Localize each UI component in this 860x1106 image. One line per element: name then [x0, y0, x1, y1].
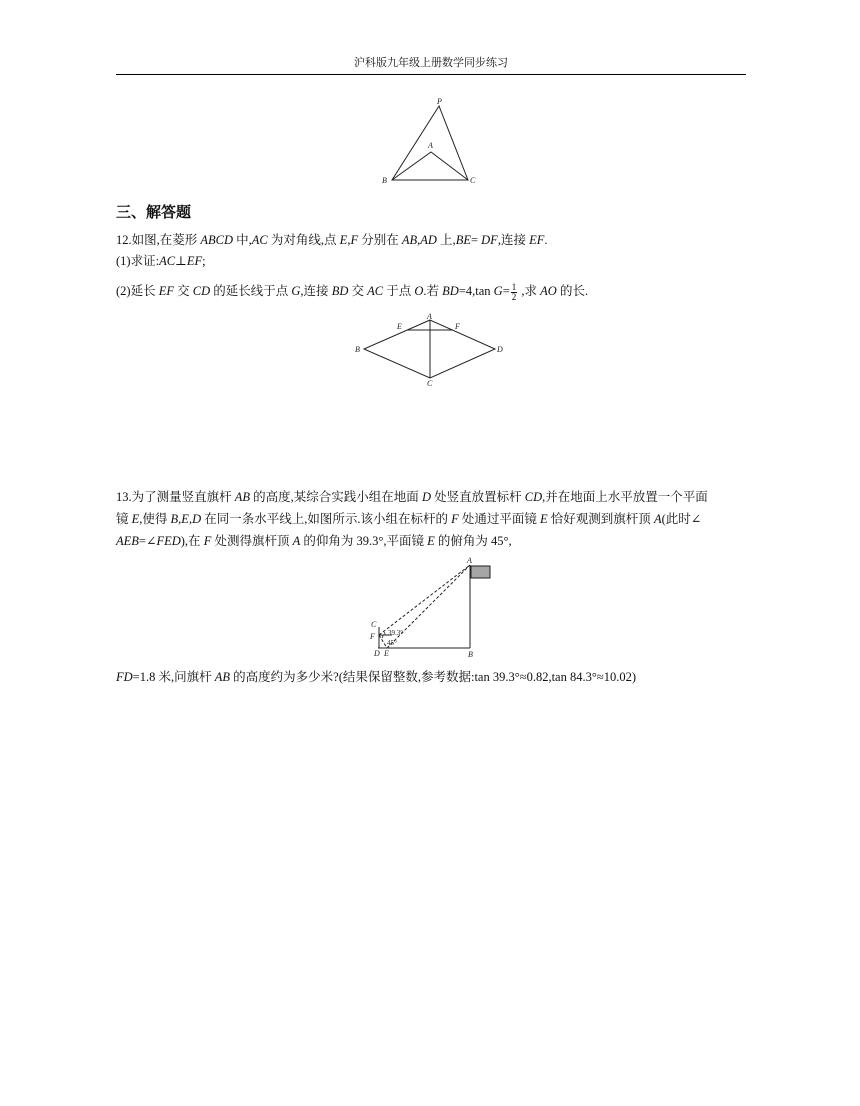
- inner-angle: [392, 152, 468, 180]
- q12-part2-text: ,求: [518, 284, 541, 298]
- q12-stem: [116, 229, 548, 251]
- q13-text: 的俯角为 45°,: [434, 534, 512, 548]
- figure-flagpole-svg: [360, 555, 500, 660]
- q12-part2-text: =: [502, 284, 510, 298]
- q12-part2-text: ,连接: [300, 284, 332, 298]
- angle-label-depression: 45°: [387, 639, 397, 647]
- q12-part2-var: BD: [331, 284, 349, 298]
- figure-rhombus: [350, 310, 515, 390]
- q13-text: 的高度约为多少米?(结果保留整数,参考数据:tan 39.3°≈0.82,tan 84.3°≈10.02): [230, 670, 636, 684]
- q13-var: E: [427, 534, 435, 548]
- q12-text: ,连接: [497, 233, 530, 247]
- q13-text: 的仰角为 39.3°,平面镜: [300, 534, 428, 548]
- q13-text: 13.为了测量竖直旗杆: [116, 490, 235, 504]
- q12-var: ABCD: [200, 233, 234, 247]
- label-b: B: [382, 176, 387, 185]
- label-c: C: [470, 176, 476, 185]
- q13-var: E: [540, 512, 548, 526]
- q12-part2-var: O: [414, 284, 424, 298]
- q13-var: FED: [156, 534, 181, 548]
- q12-var: EF: [529, 233, 545, 247]
- q12-part2-text: 的长.: [556, 284, 589, 298]
- q12-var: AB: [401, 233, 418, 247]
- q13-var: A: [292, 534, 301, 548]
- label-d: D: [374, 649, 380, 658]
- label-e: E: [397, 322, 402, 331]
- label-e: E: [384, 649, 389, 658]
- q13-var: D: [421, 490, 431, 504]
- q12-part2-var: AO: [540, 284, 557, 298]
- q12-part2-var: G: [493, 284, 503, 298]
- q13-text: ,使得: [139, 512, 171, 526]
- q13-var: AB: [234, 490, 251, 504]
- q13-text: ,并在地面上水平放置一个平面: [542, 490, 708, 504]
- header-title: 沪科版九年级上册数学同步练习: [354, 56, 508, 69]
- q12-text: ,: [347, 233, 351, 247]
- q13-text: (此时∠: [661, 512, 702, 526]
- q12-part1: [116, 250, 206, 272]
- figure-triangle-pbc: [380, 96, 480, 186]
- q12-part2-text: 于点: [383, 284, 415, 298]
- page-header: [116, 56, 746, 75]
- q13-text: 处竖直放置标杆: [430, 490, 525, 504]
- q13-var: A: [653, 512, 662, 526]
- q13-var: F: [203, 534, 212, 548]
- q12-text: =: [470, 233, 482, 247]
- q13-var: B,E,D: [170, 512, 202, 526]
- q12-part1-text: (1)求证:: [116, 254, 160, 268]
- q13-text: =∠: [138, 534, 157, 548]
- q12-var: E: [339, 233, 348, 247]
- label-a: A: [427, 312, 432, 321]
- q12-text: 中,: [233, 233, 252, 247]
- label-f: F: [455, 322, 460, 331]
- label-b: B: [355, 345, 360, 354]
- label-b: B: [468, 650, 473, 659]
- q12-part2-var: AC: [367, 284, 384, 298]
- sight-line-fa: [379, 565, 470, 635]
- q12-text: 12.如图,在菱形: [116, 233, 201, 247]
- q13-var: AB: [214, 670, 231, 684]
- q12-part2-text: 交: [173, 284, 193, 298]
- figure-flagpole: [360, 555, 500, 660]
- q12-text: 分别在: [358, 233, 402, 247]
- fraction-numerator: 1: [511, 281, 517, 292]
- q12-var: F: [350, 233, 359, 247]
- q12-part2-var: G: [291, 284, 301, 298]
- q12-part2-text: =4,tan: [458, 284, 494, 298]
- angle-label-elevation: 39.3°: [388, 629, 404, 637]
- flag: [471, 566, 490, 578]
- q13-text: 处通过平面镜: [458, 512, 541, 526]
- q12-text: .: [544, 233, 548, 247]
- q12-part1-var: AC: [159, 254, 176, 268]
- q13-text: =1.8 米,问旗杆: [132, 670, 215, 684]
- q12-part2-var: BD: [442, 284, 459, 298]
- fraction-one-half: [511, 283, 518, 302]
- q12-part2-text: (2)延长: [116, 284, 159, 298]
- q13-text: ),在: [180, 534, 204, 548]
- figure-rhombus-svg: [350, 310, 515, 390]
- q12-part2-text: .若: [423, 284, 443, 298]
- q13-text: 处测得旗杆顶: [211, 534, 293, 548]
- q12-text: 上,: [436, 233, 456, 247]
- q12-text: 为对角线,点: [267, 233, 340, 247]
- q12-text: ,: [417, 233, 421, 247]
- q13-text: 在同一条水平线上,如图所示.该小组在标杆的: [201, 512, 452, 526]
- label-p: P: [437, 97, 442, 106]
- q13-var: F: [451, 512, 459, 526]
- q12-var: DF: [481, 233, 498, 247]
- q12-part1-text: ⊥: [175, 254, 187, 268]
- figure-triangle-pbc-svg: [380, 96, 480, 186]
- section-title: 三、解答题: [116, 203, 192, 221]
- q13-var: FD: [116, 670, 133, 684]
- q13-var: CD: [524, 490, 543, 504]
- q12-var: AD: [420, 233, 437, 247]
- q13-var: AEB: [116, 534, 139, 548]
- q12-part2-var: EF: [158, 284, 174, 298]
- q12-part2-text: 交: [348, 284, 368, 298]
- q12-var: AC: [251, 233, 268, 247]
- q13-line3: [116, 530, 512, 552]
- q13-line1: [116, 486, 708, 508]
- q12-part2-text: 的延长线于点: [210, 284, 292, 298]
- label-c: C: [371, 620, 377, 629]
- q13-text: 恰好观测到旗杆顶: [547, 512, 654, 526]
- q13-text: 镜: [116, 512, 132, 526]
- label-c: C: [427, 379, 433, 388]
- q12-part2: [116, 280, 588, 302]
- q13-var: E: [131, 512, 140, 526]
- q12-part1-text: ;: [202, 254, 206, 268]
- q12-part1-var: EF: [186, 254, 203, 268]
- label-d: D: [497, 345, 503, 354]
- q13-text: 的高度,某综合实践小组在地面: [250, 490, 422, 504]
- label-f: F: [370, 632, 375, 641]
- q13-line4: [116, 666, 636, 688]
- label-a: A: [467, 556, 472, 565]
- label-a: A: [428, 141, 433, 150]
- q12-part2-var: CD: [192, 284, 211, 298]
- fraction-denominator: 2: [511, 291, 517, 302]
- q12-var: BE: [455, 233, 471, 247]
- q13-line2: [116, 508, 701, 530]
